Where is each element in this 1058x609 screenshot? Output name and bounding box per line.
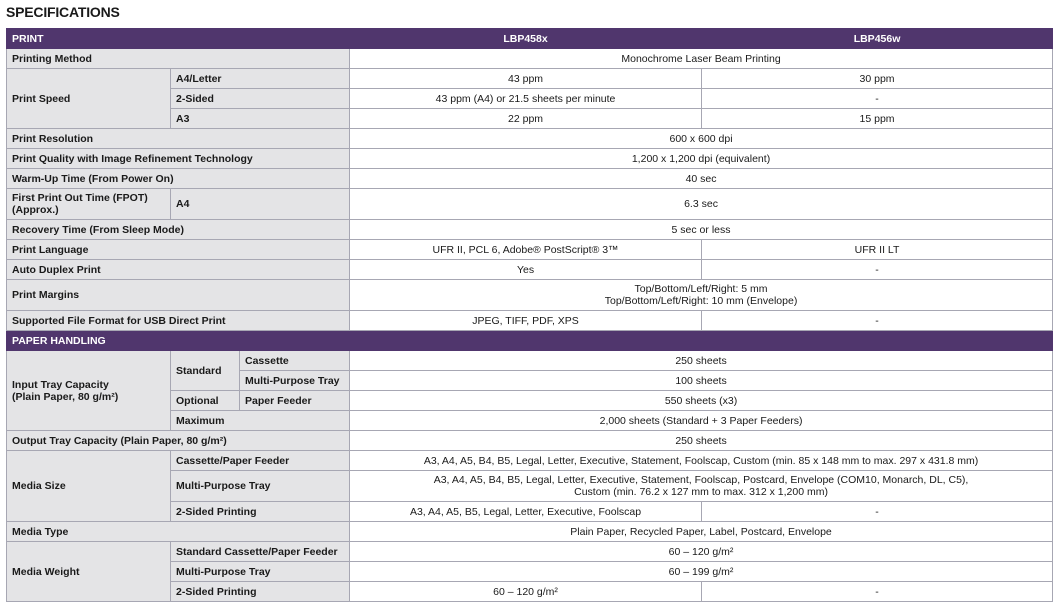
table-row xyxy=(7,240,1053,260)
row-value xyxy=(350,471,1053,502)
row-value: 100 sheets xyxy=(350,371,1053,391)
row-value: 5 sec or less xyxy=(350,220,1053,240)
row-value: UFR II, PCL 6, Adobe® PostScript® 3™ xyxy=(350,240,702,260)
row-value: - xyxy=(702,260,1053,280)
row-label: Print Quality with Image Refinement Technology xyxy=(7,149,350,169)
value-line: Top/Bottom/Left/Right: 5 mm xyxy=(634,283,768,295)
label-line: Input Tray Capacity xyxy=(12,378,109,391)
row-sublabel: 2-Sided Printing xyxy=(171,502,350,522)
row-value: 30 ppm xyxy=(702,69,1053,89)
table-row xyxy=(7,169,1053,189)
row-sublabel: Cassette/Paper Feeder xyxy=(171,451,350,471)
table-row xyxy=(7,351,1053,371)
row-value: 60 – 120 g/m² xyxy=(350,582,702,602)
row-sublabel: 2-Sided xyxy=(171,89,350,109)
section-label: PRINT xyxy=(7,29,350,49)
column-header-lbp458x: LBP458x xyxy=(350,29,702,49)
row-value: 22 ppm xyxy=(350,109,702,129)
row-sublabel: Optional xyxy=(171,391,240,411)
section-header-paper-handling xyxy=(7,331,1053,351)
table-row xyxy=(7,149,1053,169)
row-sublabel: Multi-Purpose Tray xyxy=(240,371,350,391)
row-value: 6.3 sec xyxy=(350,189,1053,220)
row-value: JPEG, TIFF, PDF, XPS xyxy=(350,311,702,331)
row-value: A3, A4, A5, B5, Legal, Letter, Executive, Foolscap xyxy=(350,502,702,522)
row-label: Output Tray Capacity (Plain Paper, 80 g/m²) xyxy=(7,431,350,451)
row-value: 550 sheets (x3) xyxy=(350,391,1053,411)
spec-table xyxy=(6,28,1053,602)
row-value: 250 sheets xyxy=(350,431,1053,451)
row-value: 43 ppm xyxy=(350,69,702,89)
row-label: Media Type xyxy=(7,522,350,542)
row-label: Print Language xyxy=(7,240,350,260)
row-sublabel: 2-Sided Printing xyxy=(171,582,350,602)
row-value: 40 sec xyxy=(350,169,1053,189)
row-label: Printing Method xyxy=(7,49,350,69)
row-value: 60 – 199 g/m² xyxy=(350,562,1053,582)
row-value: 600 x 600 dpi xyxy=(350,129,1053,149)
row-label: Supported File Format for USB Direct Print xyxy=(7,311,350,331)
table-row xyxy=(7,220,1053,240)
table-row xyxy=(7,129,1053,149)
row-label: Print Resolution xyxy=(7,129,350,149)
row-value: UFR II LT xyxy=(702,240,1053,260)
table-row xyxy=(7,311,1053,331)
row-label: Print Margins xyxy=(7,280,350,311)
table-row xyxy=(7,189,1053,220)
row-sublabel: Paper Feeder xyxy=(240,391,350,411)
row-label: Print Speed xyxy=(7,69,171,129)
row-value: - xyxy=(702,502,1053,522)
table-row xyxy=(7,49,1053,69)
row-sublabel: Maximum xyxy=(171,411,350,431)
section-header-print xyxy=(7,29,1053,49)
row-sublabel: Multi-Purpose Tray xyxy=(171,562,350,582)
row-sublabel: Standard xyxy=(171,351,240,391)
table-row xyxy=(7,260,1053,280)
row-value: Monochrome Laser Beam Printing xyxy=(350,49,1053,69)
row-label xyxy=(7,351,171,431)
row-value: - xyxy=(702,582,1053,602)
row-value: 1,200 x 1,200 dpi (equivalent) xyxy=(350,149,1053,169)
row-sublabel: Standard Cassette/Paper Feeder xyxy=(171,542,350,562)
label-line: (Approx.) xyxy=(12,204,59,216)
row-label xyxy=(7,189,171,220)
row-value: Plain Paper, Recycled Paper, Label, Postcard, Envelope xyxy=(350,522,1053,542)
row-sublabel: A4/Letter xyxy=(171,69,350,89)
page-title: SPECIFICATIONS xyxy=(6,4,120,20)
row-label: Warm-Up Time (From Power On) xyxy=(7,169,350,189)
row-value: 43 ppm (A4) or 21.5 sheets per minute xyxy=(350,89,702,109)
label-line: (Plain Paper, 80 g/m²) xyxy=(12,390,119,403)
row-value: 2,000 sheets (Standard + 3 Paper Feeders) xyxy=(350,411,1053,431)
column-header-lbp456w: LBP456w xyxy=(702,29,1053,49)
table-row xyxy=(7,431,1053,451)
value-line: Custom (min. 76.2 x 127 mm to max. 312 x 1,200 mm) xyxy=(574,486,828,498)
row-label: Auto Duplex Print xyxy=(7,260,350,280)
value-line: Top/Bottom/Left/Right: 10 mm (Envelope) xyxy=(604,295,798,307)
row-value: - xyxy=(702,311,1053,331)
table-row xyxy=(7,69,1053,89)
label-line: First Print Out Time (FPOT) xyxy=(12,192,148,204)
row-label: Media Size xyxy=(7,451,171,522)
table-row xyxy=(7,451,1053,471)
row-value xyxy=(350,280,1053,311)
row-sublabel: A3 xyxy=(171,109,350,129)
row-sublabel: A4 xyxy=(171,189,350,220)
table-row xyxy=(7,280,1053,311)
row-value: 15 ppm xyxy=(702,109,1053,129)
row-value: 60 – 120 g/m² xyxy=(350,542,1053,562)
row-value: Yes xyxy=(350,260,702,280)
section-label: PAPER HANDLING xyxy=(7,331,1053,351)
row-label: Recovery Time (From Sleep Mode) xyxy=(7,220,350,240)
row-label: Media Weight xyxy=(7,542,171,602)
value-line: A3, A4, A5, B4, B5, Legal, Letter, Executive, Statement, Foolscap, Postcard, Envelope (COM10, Monarch, DL, C5), xyxy=(433,474,969,486)
table-row xyxy=(7,522,1053,542)
table-row xyxy=(7,542,1053,562)
row-sublabel: Multi-Purpose Tray xyxy=(171,471,350,502)
row-value: - xyxy=(702,89,1053,109)
row-value: A3, A4, A5, B4, B5, Legal, Letter, Executive, Statement, Foolscap, Custom (min. 85 x 148 mm to max. 297 x 431.8 mm) xyxy=(350,451,1053,471)
row-value: 250 sheets xyxy=(350,351,1053,371)
row-sublabel: Cassette xyxy=(240,351,350,371)
